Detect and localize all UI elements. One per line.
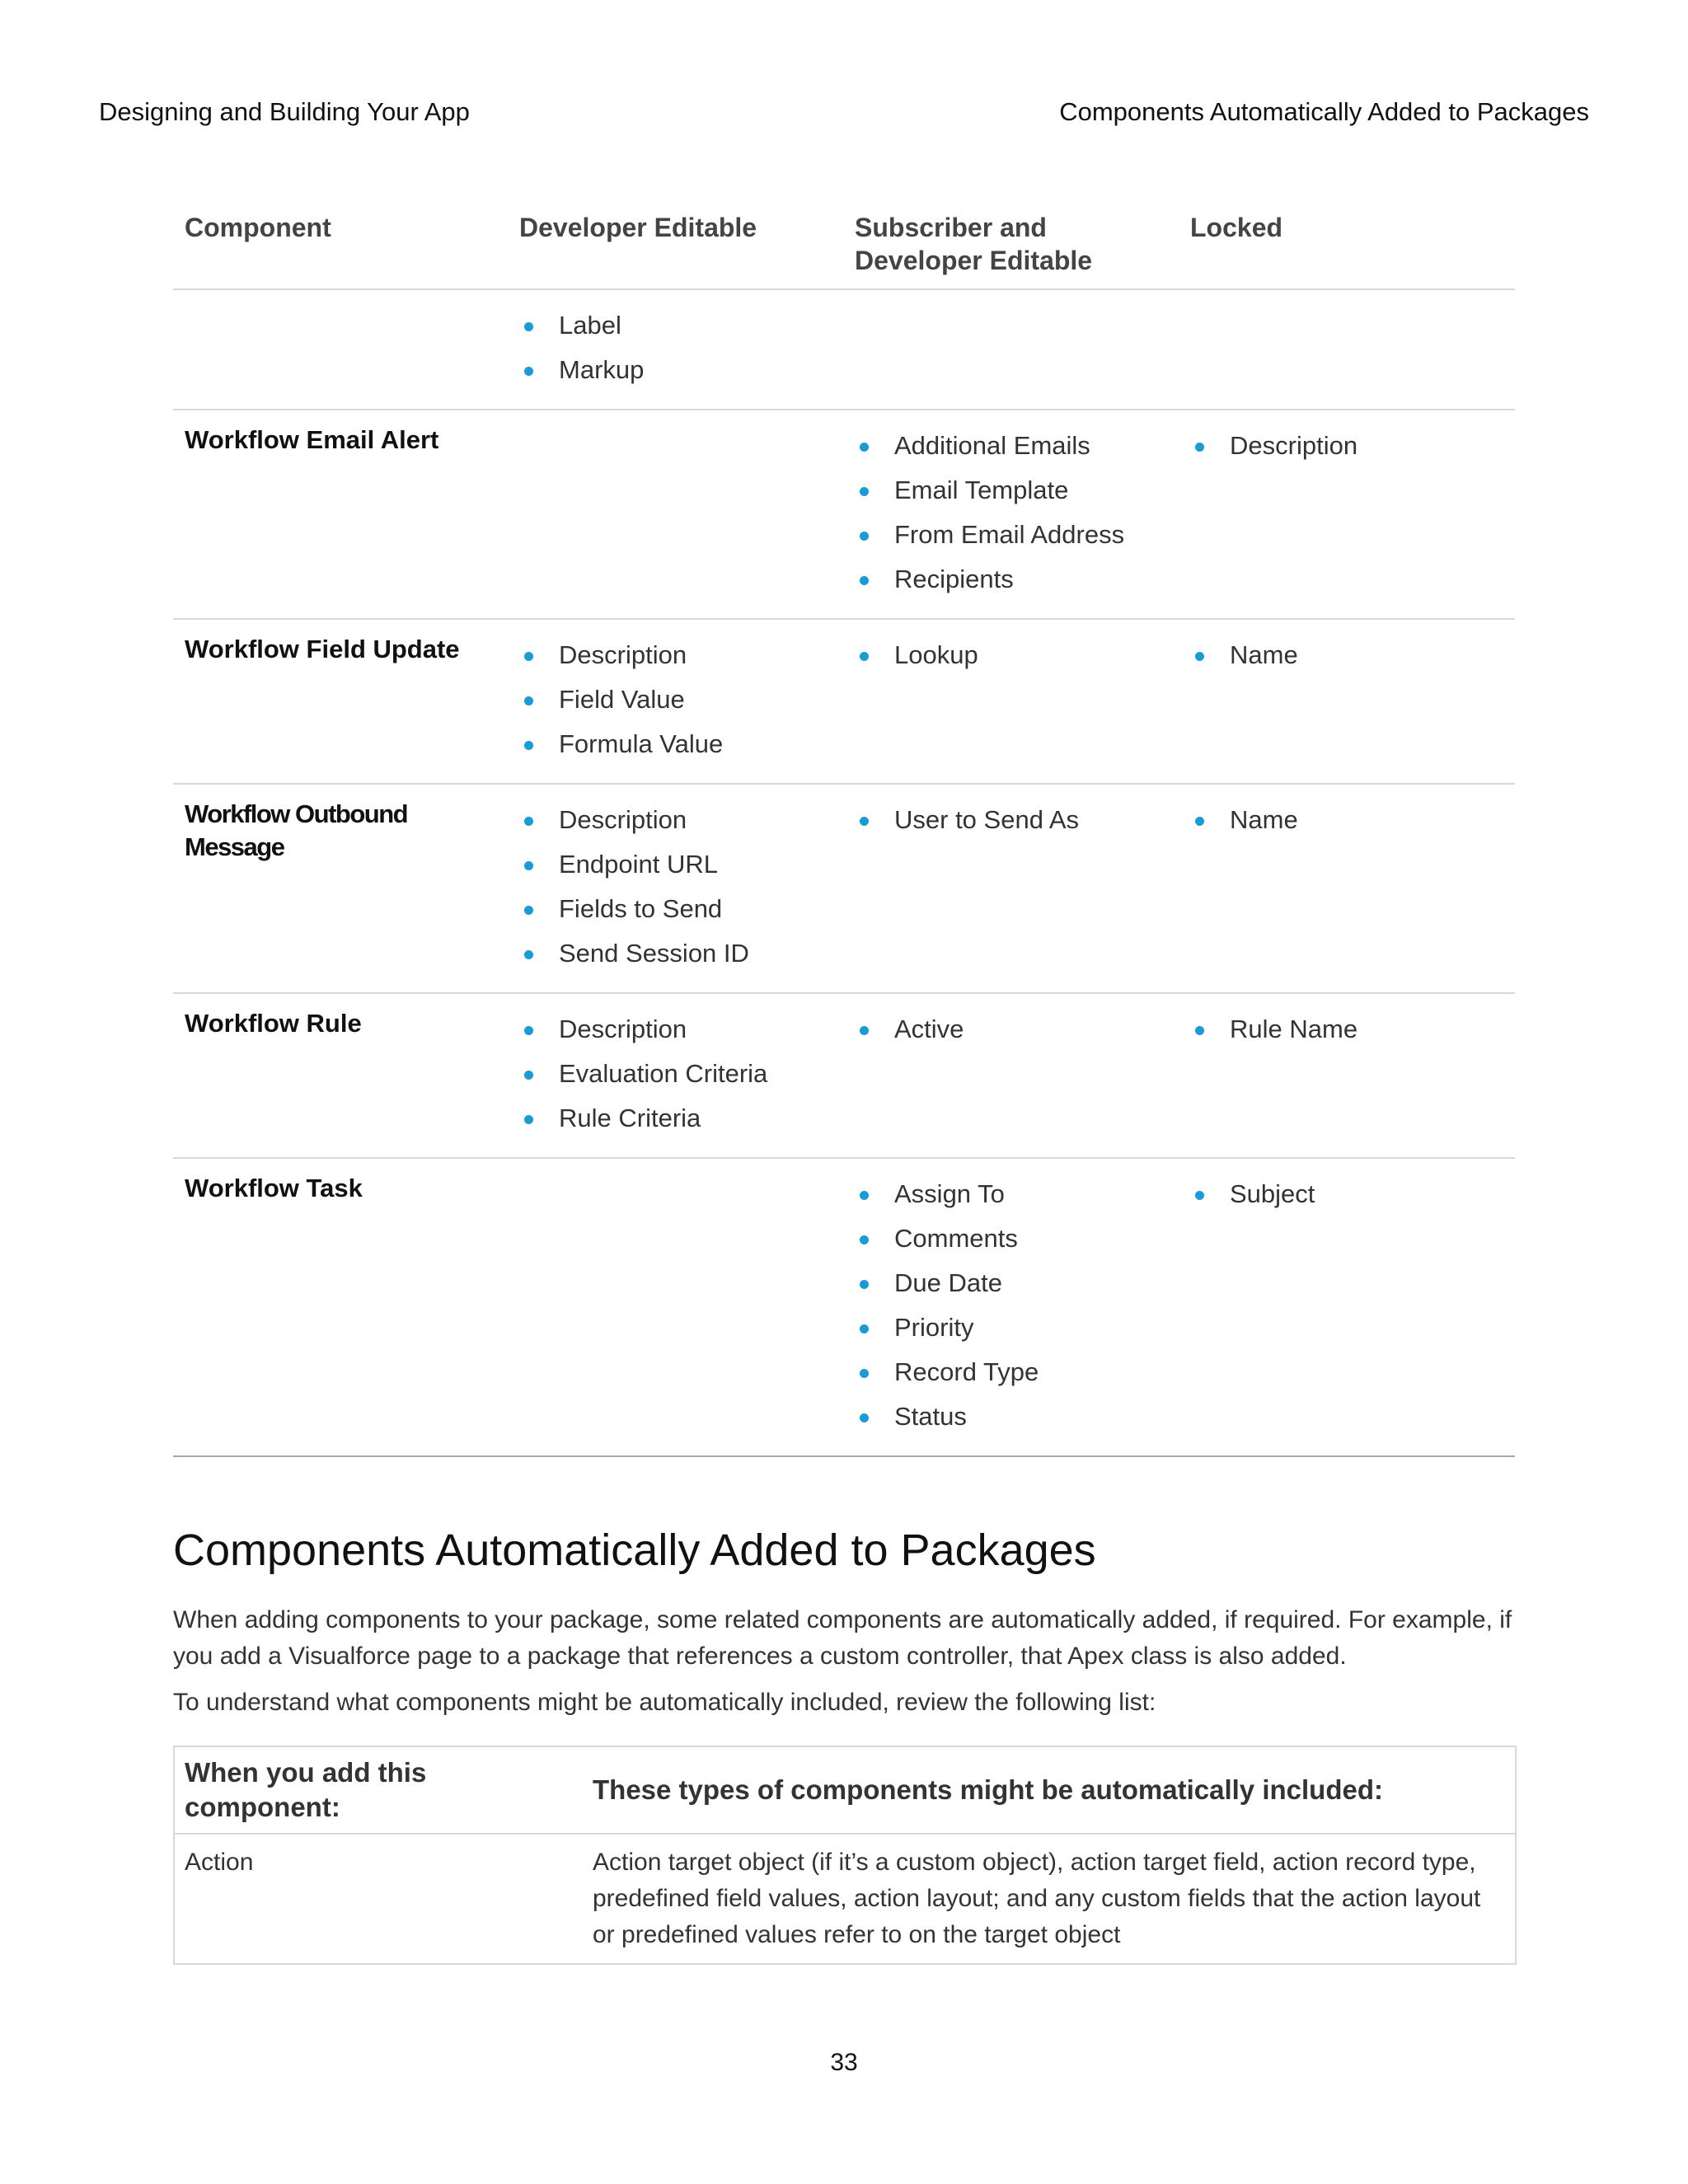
- column-header-developer-editable: Developer Editable: [508, 198, 843, 289]
- subscriber-developer-editable-list: [855, 798, 1169, 842]
- component-cell: [173, 619, 508, 784]
- column-header-when-you-add: When you add this component:: [174, 1746, 583, 1834]
- subscriber-developer-editable-cell: [843, 289, 1179, 410]
- component-cell: [173, 993, 508, 1158]
- subscriber-developer-editable-cell: [843, 784, 1179, 993]
- component-name: Workflow Rule: [185, 1009, 362, 1038]
- subscriber-developer-editable-cell: [843, 410, 1179, 619]
- header-right-title: Components Automatically Added to Packages: [1059, 97, 1589, 126]
- list-item: Email Template: [855, 468, 1169, 513]
- list-item: Record Type: [855, 1350, 1169, 1394]
- list-item: Description: [1190, 424, 1505, 468]
- list-item: Rule Criteria: [519, 1096, 833, 1141]
- section-title: Components Automatically Added to Packages: [173, 1526, 1096, 1575]
- list-item: Due Date: [855, 1261, 1169, 1305]
- subscriber-developer-editable-cell: [843, 993, 1179, 1158]
- section-paragraph-1: When adding components to your package, some related components are automatically added, if required. For example, if you add a Visualforce page to a package that references a custom controller, that Apex class is also added.: [173, 1606, 1512, 1670]
- developer-editable-list: [519, 633, 833, 766]
- component-cell: [173, 289, 508, 410]
- running-header: [99, 97, 1589, 127]
- column-header-locked: Locked: [1179, 198, 1515, 289]
- table-row: [173, 1158, 1515, 1456]
- list-item: Status: [855, 1394, 1169, 1439]
- locked-list: [1190, 424, 1505, 468]
- column-header-automatically-included: These types of components might be automatically included:: [583, 1746, 1516, 1834]
- list-item: Fields to Send: [519, 887, 833, 931]
- subscriber-developer-editable-list: [855, 1172, 1169, 1439]
- list-item: Rule Name: [1190, 1007, 1505, 1052]
- list-item: Additional Emails: [855, 424, 1169, 468]
- component-cell: [173, 784, 508, 993]
- subscriber-developer-editable-list: [855, 633, 1169, 677]
- page-number: 33: [830, 2049, 858, 2076]
- list-item: Evaluation Criteria: [519, 1052, 833, 1096]
- component-name: Workflow Field Update: [185, 635, 460, 663]
- component-name: Workflow Task: [185, 1174, 363, 1202]
- permissions-table-body: [173, 289, 1515, 1456]
- list-item: Priority: [855, 1305, 1169, 1350]
- locked-cell: [1179, 1158, 1515, 1456]
- auto-added-table-header-row: [174, 1746, 1516, 1834]
- list-item: Description: [519, 798, 833, 842]
- component-name: Workflow Outbound Message: [185, 799, 408, 861]
- list-item: Comments: [855, 1216, 1169, 1261]
- component-name: Workflow Email Alert: [185, 425, 439, 454]
- developer-editable-list: [519, 303, 833, 392]
- permissions-table: [173, 198, 1515, 1457]
- auto-added-table: [173, 1746, 1517, 1965]
- list-item: Description: [519, 1007, 833, 1052]
- table-row: [173, 289, 1515, 410]
- auto-row-component: Action: [185, 1849, 254, 1876]
- developer-editable-cell: [508, 1158, 843, 1456]
- subscriber-developer-editable-cell: [843, 1158, 1179, 1456]
- column-header-component: Component: [173, 198, 508, 289]
- permissions-table-header-row: [173, 198, 1515, 289]
- locked-cell: [1179, 410, 1515, 619]
- table-row: [173, 619, 1515, 784]
- component-cell: [173, 410, 508, 619]
- locked-list: [1190, 633, 1505, 677]
- developer-editable-cell: [508, 289, 843, 410]
- auto-row-included: Action target object (if it’s a custom object), action target field, action record type, predefined field values, action layout; and any custom fields that the action layout or predefined values refer to on the target object: [593, 1849, 1481, 1948]
- permissions-table-container: [173, 198, 1515, 1457]
- list-item: Label: [519, 303, 833, 348]
- header-left-title: Designing and Building Your App: [99, 97, 470, 126]
- auto-added-table-container: [173, 1746, 1515, 1965]
- developer-editable-cell: [508, 784, 843, 993]
- locked-cell: [1179, 993, 1515, 1158]
- locked-cell: [1179, 619, 1515, 784]
- list-item: Name: [1190, 798, 1505, 842]
- list-item: Description: [519, 633, 833, 677]
- list-item: Field Value: [519, 677, 833, 722]
- locked-list: [1190, 1007, 1505, 1052]
- developer-editable-cell: [508, 619, 843, 784]
- section-paragraph-2: To understand what components might be automatically included, review the following list:: [173, 1689, 1156, 1716]
- list-item: User to Send As: [855, 798, 1169, 842]
- list-item: Assign To: [855, 1172, 1169, 1216]
- subscriber-developer-editable-list: [855, 1007, 1169, 1052]
- list-item: Lookup: [855, 633, 1169, 677]
- table-row: [173, 784, 1515, 993]
- list-item: Formula Value: [519, 722, 833, 766]
- subscriber-developer-editable-cell: [843, 619, 1179, 784]
- column-header-subscriber-developer-editable: Subscriber and Developer Editable: [843, 198, 1179, 289]
- table-row: [173, 410, 1515, 619]
- developer-editable-cell: [508, 410, 843, 619]
- table-row: [174, 1834, 1516, 1964]
- component-cell: [173, 1158, 508, 1456]
- locked-cell: [1179, 289, 1515, 410]
- list-item: Endpoint URL: [519, 842, 833, 887]
- developer-editable-cell: [508, 993, 843, 1158]
- developer-editable-list: [519, 1007, 833, 1141]
- locked-list: [1190, 798, 1505, 842]
- locked-cell: [1179, 784, 1515, 993]
- list-item: Markup: [519, 348, 833, 392]
- locked-list: [1190, 1172, 1505, 1216]
- list-item: Active: [855, 1007, 1169, 1052]
- list-item: Name: [1190, 633, 1505, 677]
- list-item: Send Session ID: [519, 931, 833, 976]
- list-item: Subject: [1190, 1172, 1505, 1216]
- list-item: From Email Address: [855, 513, 1169, 557]
- developer-editable-list: [519, 798, 833, 976]
- list-item: Recipients: [855, 557, 1169, 602]
- table-row: [173, 993, 1515, 1158]
- subscriber-developer-editable-list: [855, 424, 1169, 602]
